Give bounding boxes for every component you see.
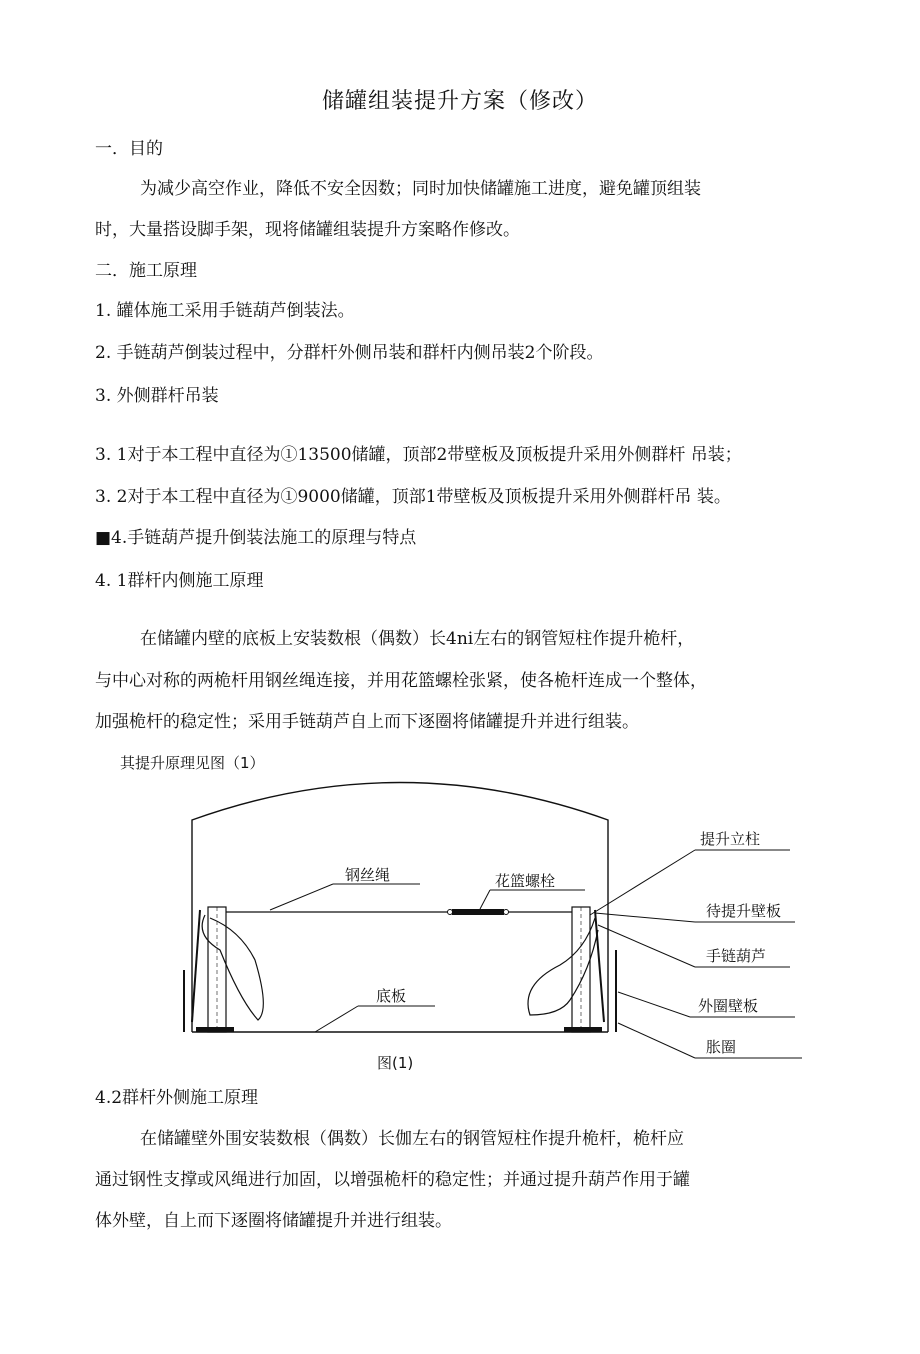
label-wall-plate: 待提升壁板 [706,902,782,920]
subsection-heading: 4.2群杆外侧施工原理 [95,1088,259,1108]
list-item: 3. 2对于本工程中直径为①9000储罐，顶部1带壁板及顶板提升采用外侧群杆吊 装。 [95,487,731,507]
paragraph-line: 通过钢性支撑或风绳进行加固，以增强桅杆的稳定性；并通过提升葫芦作用于罐 [95,1170,690,1190]
left-chain-hoist [202,915,263,1020]
label-outer-wall: 外圈壁板 [698,997,759,1015]
list-item: 3. 外侧群杆吊装 [95,386,219,406]
label-chain-hoist: 手链葫芦 [706,947,767,965]
section-heading-purpose: 一．目的 [95,139,163,159]
label-expansion-ring: 胀圈 [706,1038,737,1056]
list-item: 3. 1对于本工程中直径为①13500储罐，顶部2带壁板及顶板提升采用外侧群杆 吊装； [95,445,742,465]
lifting-principle-diagram [90,750,820,1080]
label-lifting-column: 提升立柱 [700,830,761,848]
subsection-heading: 4. 1群杆内侧施工原理 [95,571,264,591]
figure-caption: 图(1) [377,1054,414,1072]
paragraph-line: 在储罐内壁的底板上安装数根（偶数）长4ni左右的钢管短柱作提升桅杆， [140,629,695,649]
page-title: 储罐组装提升方案（修改） [321,89,598,114]
paragraph-line: 时，大量搭设脚手架，现将储罐组装提升方案略作修改。 [95,220,520,240]
right-chain-hoist [528,918,598,1015]
list-item: ■4.手链葫芦提升倒装法施工的原理与特点 [95,528,417,548]
label-bottom-plate: 底板 [376,987,407,1005]
paragraph-line: 体外壁，自上而下逐圈将储罐提升并进行组装。 [95,1211,452,1231]
paragraph-line: 在储罐壁外围安装数根（偶数）长伽左右的钢管短柱作提升桅杆，桅杆应 [140,1129,684,1149]
label-wire-rope: 钢丝绳 [345,866,391,884]
turnbuckle [452,909,504,915]
section-heading-principle: 二．施工原理 [95,261,197,281]
paragraph-line: 为减少高空作业，降低不安全因数；同时加快储罐施工进度，避免罐顶组装 [140,179,701,199]
label-turnbuckle: 花篮螺栓 [495,872,556,890]
paragraph-line: 与中心对称的两桅杆用钢丝绳连接，并用花篮螺栓张紧，使各桅杆连成一个整体， [95,671,707,691]
list-item: 2. 手链葫芦倒装过程中，分群杆外侧吊装和群杆内侧吊装2个阶段。 [95,343,604,363]
list-item: 1. 罐体施工采用手链葫芦倒装法。 [95,301,355,321]
paragraph-line: 加强桅杆的稳定性；采用手链葫芦自上而下逐圈将储罐提升并进行组装。 [95,712,639,732]
figure-intro: 其提升原理见图（1） [120,754,265,772]
